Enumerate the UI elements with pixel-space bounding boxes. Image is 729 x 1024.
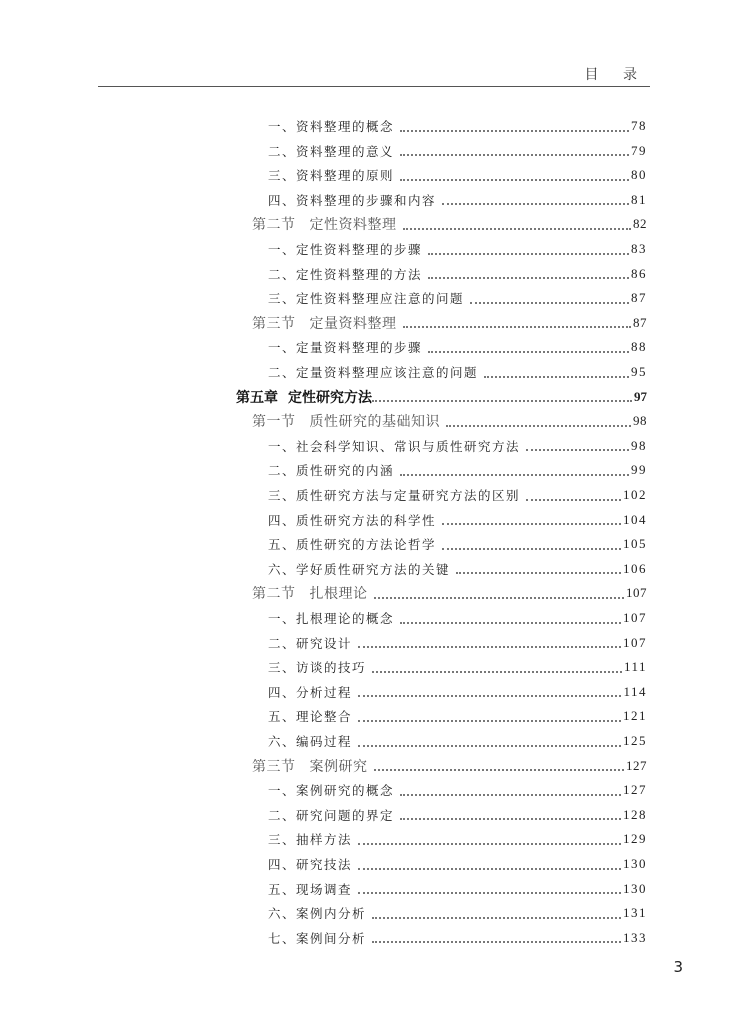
toc-number: 第一节 xyxy=(252,414,296,431)
toc-title: 三、定性资料整理应注意的问题 xyxy=(268,291,465,307)
toc-label xyxy=(268,265,428,283)
dot-leader xyxy=(403,325,632,328)
toc-page-number: 99 xyxy=(631,462,647,478)
toc-page-number: 97 xyxy=(634,388,647,404)
toc-title: 四、研究技法 xyxy=(268,857,353,872)
toc-page-number: 131 xyxy=(623,905,647,921)
toc-item[interactable] xyxy=(268,163,647,187)
dot-leader xyxy=(470,301,629,304)
toc-label xyxy=(268,609,400,627)
toc-item[interactable] xyxy=(268,286,647,310)
toc-page-number: 121 xyxy=(623,708,647,724)
dot-leader xyxy=(428,350,629,353)
toc-page-number: 81 xyxy=(631,191,647,207)
dot-leader xyxy=(400,473,629,476)
toc-page-number: 106 xyxy=(623,560,647,576)
toc-item[interactable] xyxy=(268,237,647,261)
toc-label xyxy=(268,437,526,455)
toc-item[interactable] xyxy=(268,557,647,581)
toc-item[interactable] xyxy=(268,508,647,532)
toc-label xyxy=(252,756,374,776)
toc-label xyxy=(268,240,428,258)
toc-title: 扎根理论 xyxy=(309,586,368,603)
toc-page-number: 80 xyxy=(631,167,647,183)
toc-page-number: 128 xyxy=(623,806,647,822)
page-number: 3 xyxy=(673,958,683,976)
toc-label xyxy=(268,707,358,725)
toc-number: 第二节 xyxy=(252,217,296,234)
toc-title: 四、分析过程 xyxy=(268,684,353,700)
toc-item[interactable] xyxy=(268,532,647,556)
dot-leader xyxy=(400,178,629,181)
toc-title: 一、资料整理的概念 xyxy=(268,119,395,134)
toc-item[interactable] xyxy=(268,778,647,802)
toc-number: 第二节 xyxy=(252,586,296,603)
dot-leader xyxy=(358,719,621,722)
toc-label xyxy=(252,214,403,234)
toc-page-number: 125 xyxy=(623,733,647,748)
toc-label xyxy=(268,166,400,184)
toc-item[interactable] xyxy=(268,827,647,851)
toc-title: 三、质性研究方法与定量研究方法的区别 xyxy=(268,488,521,503)
toc-page-number: 127 xyxy=(626,757,647,773)
toc-page-number: 88 xyxy=(631,339,647,355)
dot-leader xyxy=(372,916,621,919)
toc-page-number: 86 xyxy=(631,265,647,281)
toc-title: 一、扎根理论的概念 xyxy=(268,611,395,626)
toc-label xyxy=(268,117,400,135)
toc-label xyxy=(268,560,456,578)
toc-label xyxy=(268,289,470,307)
toc-section[interactable] xyxy=(252,581,647,605)
dot-leader xyxy=(442,202,629,205)
toc-label xyxy=(252,583,374,603)
dot-leader xyxy=(526,448,629,451)
toc-label xyxy=(252,411,446,431)
toc-item[interactable] xyxy=(268,458,647,482)
toc-title: 案例研究 xyxy=(309,758,368,775)
toc-item[interactable] xyxy=(268,803,647,827)
toc-title: 一、社会科学知识、常识与质性研究方法 xyxy=(268,438,521,454)
toc-title: 五、理论整合 xyxy=(268,709,353,725)
toc-page-number: 133 xyxy=(623,929,647,945)
dot-leader xyxy=(428,276,629,279)
toc-label xyxy=(268,683,358,701)
dot-leader xyxy=(400,129,629,132)
toc-item[interactable] xyxy=(268,434,647,458)
dot-leader xyxy=(358,891,621,894)
toc-item[interactable] xyxy=(268,655,647,679)
toc-page-number: 98 xyxy=(631,437,647,453)
toc-label xyxy=(268,658,372,676)
toc-page-number: 107 xyxy=(623,610,647,625)
toc-item[interactable] xyxy=(268,114,647,138)
toc-title: 三、抽样方法 xyxy=(268,832,353,848)
dot-leader xyxy=(358,744,621,747)
dot-leader xyxy=(358,645,621,648)
toc-title: 六、学好质性研究方法的关键 xyxy=(268,561,451,577)
toc-label xyxy=(268,191,442,209)
dot-leader xyxy=(358,867,621,870)
toc-label xyxy=(268,830,358,848)
toc-item[interactable] xyxy=(268,188,647,212)
header-rule xyxy=(98,86,650,87)
toc-title: 二、定性资料整理的方法 xyxy=(268,266,423,282)
toc-title: 二、质性研究的内涵 xyxy=(268,463,395,479)
toc-section[interactable] xyxy=(252,212,647,236)
toc-item[interactable] xyxy=(268,360,647,384)
toc-label xyxy=(268,634,358,652)
toc-page-number: 129 xyxy=(623,831,647,847)
dot-leader xyxy=(403,227,632,230)
toc-title: 二、研究设计 xyxy=(268,635,353,651)
toc-section[interactable] xyxy=(252,311,647,335)
dot-leader xyxy=(372,670,622,673)
dot-leader xyxy=(442,547,621,550)
toc-page-number: 130 xyxy=(623,880,647,896)
toc-title: 二、资料整理的意义 xyxy=(268,143,395,159)
toc-label xyxy=(268,511,442,529)
toc-label xyxy=(268,806,400,824)
toc-title: 六、案例内分析 xyxy=(268,906,367,922)
toc-title: 一、定量资料整理的步骤 xyxy=(268,340,423,356)
toc-label xyxy=(252,313,403,333)
toc-chapter[interactable] xyxy=(236,385,647,409)
toc-label xyxy=(268,880,358,898)
toc-label xyxy=(268,142,400,160)
toc-label xyxy=(236,387,372,407)
toc-title: 三、访谈的技巧 xyxy=(268,660,367,676)
toc-item[interactable] xyxy=(268,606,647,630)
toc-item[interactable] xyxy=(268,852,647,876)
dot-leader xyxy=(400,817,621,820)
dot-leader xyxy=(400,621,621,624)
toc-title: 一、定性资料整理的步骤 xyxy=(268,242,423,257)
toc-item[interactable] xyxy=(268,926,647,950)
toc-title: 七、案例间分析 xyxy=(268,930,367,946)
toc-item[interactable] xyxy=(268,139,647,163)
toc-title: 四、资料整理的步骤和内容 xyxy=(268,192,437,208)
toc-label xyxy=(268,535,442,553)
toc-item[interactable] xyxy=(268,483,647,507)
dot-leader xyxy=(358,694,621,697)
dot-leader xyxy=(484,375,629,378)
dot-leader xyxy=(358,842,621,845)
toc-page-number: 111 xyxy=(623,659,647,675)
toc-title: 一、案例研究的概念 xyxy=(268,783,395,799)
toc-item[interactable] xyxy=(268,877,647,901)
toc-title: 定量资料整理 xyxy=(309,315,397,332)
toc-page-number: 87 xyxy=(631,290,647,306)
toc-page-number: 107 xyxy=(626,585,647,601)
toc-section[interactable] xyxy=(252,754,647,778)
toc-page-number: 82 xyxy=(633,216,647,232)
toc-title: 三、资料整理的原则 xyxy=(268,168,395,184)
toc-label xyxy=(268,929,372,947)
dot-leader xyxy=(400,793,621,796)
toc-section[interactable] xyxy=(252,409,647,433)
toc-page-number: 105 xyxy=(623,536,647,552)
toc-page-number: 98 xyxy=(633,413,647,429)
dot-leader xyxy=(374,768,625,771)
toc-label xyxy=(268,486,526,504)
toc-page-number: 95 xyxy=(631,364,647,379)
toc-title: 质性研究的基础知识 xyxy=(309,414,440,431)
toc-title: 五、现场调查 xyxy=(268,881,353,897)
toc-label xyxy=(268,732,358,750)
toc-item[interactable] xyxy=(268,729,647,753)
toc-page-number: 83 xyxy=(631,241,647,256)
toc-item[interactable] xyxy=(268,335,647,359)
toc-number: 第三节 xyxy=(252,315,296,332)
toc-item[interactable] xyxy=(268,262,647,286)
toc-page-number: 87 xyxy=(633,314,647,330)
toc-page-number: 79 xyxy=(631,142,647,158)
toc-page-number: 102 xyxy=(623,487,647,502)
dot-leader xyxy=(456,571,621,574)
running-header: 目 录 xyxy=(584,67,647,83)
dot-leader xyxy=(446,424,631,427)
toc-title: 定性研究方法 xyxy=(288,389,372,406)
toc-title: 二、定量资料整理应该注意的问题 xyxy=(268,365,479,380)
dot-leader xyxy=(372,399,632,402)
toc-item[interactable] xyxy=(268,901,647,925)
toc-label xyxy=(268,338,428,356)
toc-label xyxy=(268,904,372,922)
dot-leader xyxy=(442,522,621,525)
dot-leader xyxy=(372,940,621,943)
toc-item[interactable] xyxy=(268,704,647,728)
dot-leader xyxy=(526,498,621,501)
toc-page-number: 78 xyxy=(631,118,647,133)
toc-item[interactable] xyxy=(268,680,647,704)
toc-page-number: 130 xyxy=(623,856,647,871)
toc-title: 定性资料整理 xyxy=(309,217,397,234)
toc-item[interactable] xyxy=(268,631,647,655)
toc-title: 二、研究问题的界定 xyxy=(268,807,395,823)
toc-title: 六、编码过程 xyxy=(268,734,353,749)
toc-page-number: 127 xyxy=(623,782,647,798)
toc-title: 五、质性研究的方法论哲学 xyxy=(268,537,437,553)
dot-leader xyxy=(374,596,625,599)
toc-label xyxy=(268,363,484,381)
toc-label xyxy=(268,781,400,799)
dot-leader xyxy=(400,153,629,156)
toc-number: 第三节 xyxy=(252,758,296,775)
toc-title: 四、质性研究方法的科学性 xyxy=(268,512,437,528)
toc-page-number: 107 xyxy=(623,634,647,650)
toc-label xyxy=(268,461,400,479)
toc-page-number: 114 xyxy=(623,683,647,699)
toc-label xyxy=(268,855,358,873)
dot-leader xyxy=(428,252,629,255)
toc-number: 第五章 xyxy=(236,389,278,406)
toc-page-number: 104 xyxy=(623,511,647,527)
